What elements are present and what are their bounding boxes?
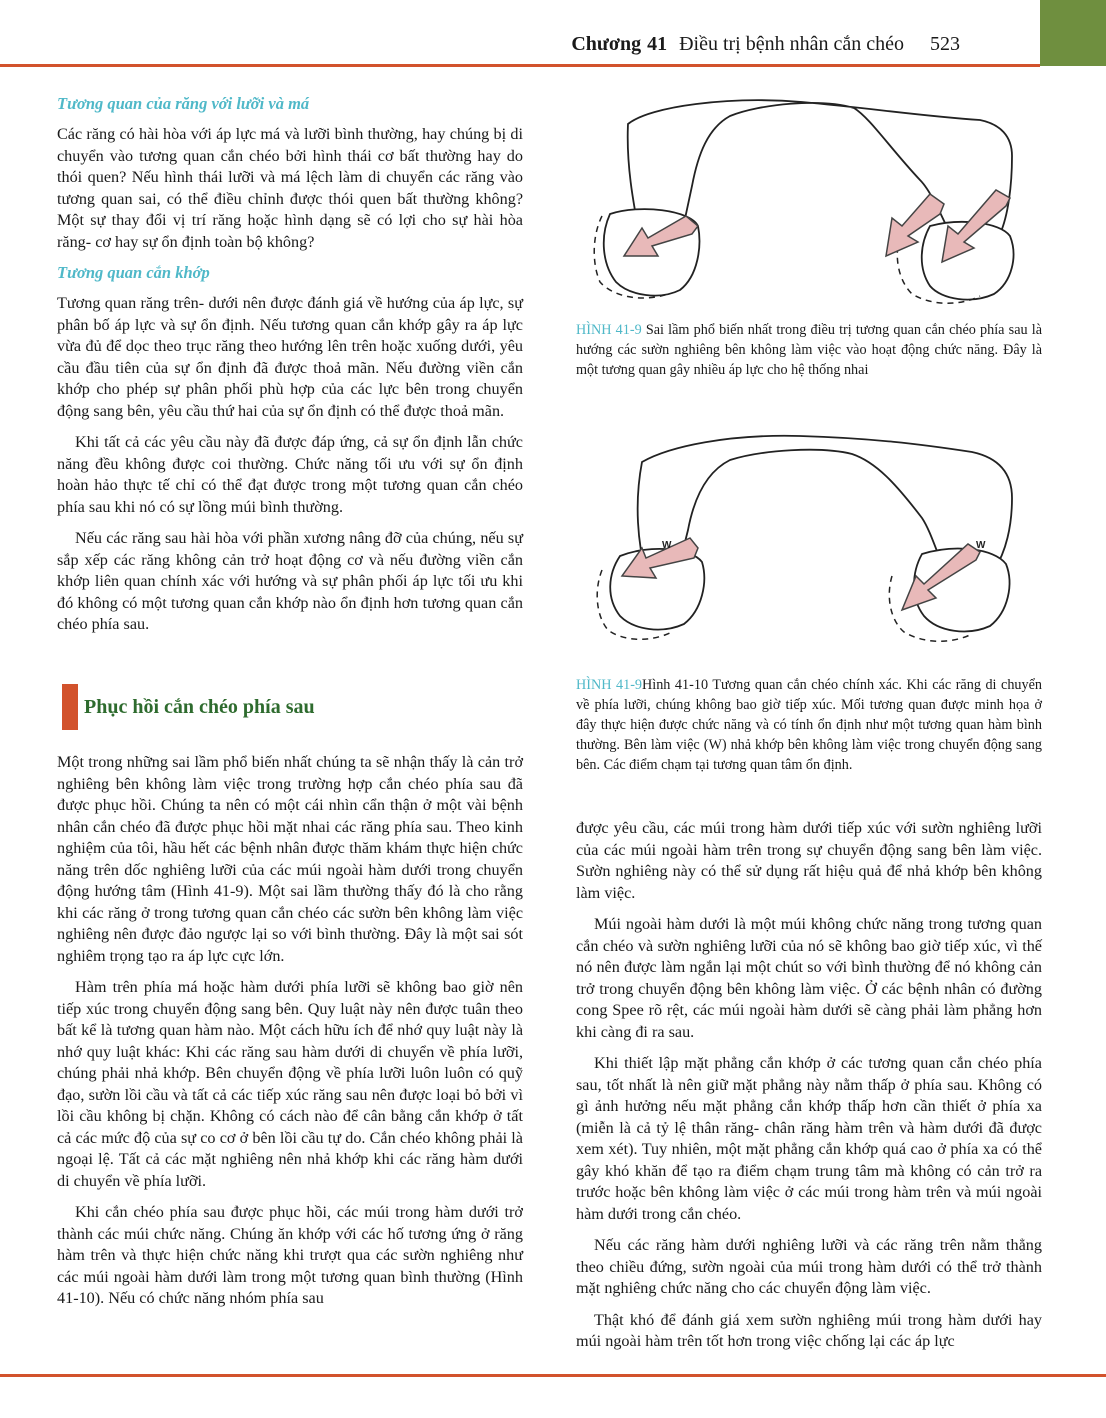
right-column xyxy=(576,818,1042,1363)
subheading-tongue-cheek: Tương quan của răng với lưỡi và má xyxy=(57,94,310,113)
paragraph: Nếu các răng hàm dưới nghiêng lưỡi và các răng trên nằm thẳng theo chiều đứng, sườn ngoài của múi trong hàm dưới có thể trở thành mặt nghiêng chức năng cho các chuyển động làm việc. xyxy=(576,1236,1042,1297)
caption-text: Hình 41-10 Tương quan cắn chéo chính xác. Khi các răng di chuyển về phía lưỡi, chúng không bao giờ tiếp xúc. Mối tương quan được minh họa ở đây thực hiện được chức năng và có tính ổn định như một tương quan hàm bình thường. Bên làm việc (W) nhả khớp bên không làm việc trong chuyển động sang bên. Các điểm chạm tại tương quan tâm ổn định. xyxy=(576,677,1043,773)
section-marker xyxy=(62,684,78,730)
paragraph: Khi tất cả các yêu cầu này đã được đáp ứng, cả sự ổn định lẫn chức năng đều không được coi thường. Chức năng tối ưu với sự ổn định hoàn hảo thực tế chỉ có thể đạt được trong một tương quan cắn chéo phía sau khi nó có sự lồng múi bình thường. xyxy=(57,433,523,516)
paragraph: Khi cắn chéo phía sau được phục hồi, các múi trong hàm dưới trở thành các múi chức năng. Chúng ăn khớp với các hố tương ứng ở răng hàm trên và thực hiện chức năng khi trượt qua các sườn nghiêng như các múi ngoài hàm dưới làm trong một tương quan bình thường (Hình 41-10). Nếu có chức năng nhóm phía sau xyxy=(57,1203,523,1307)
working-side-label-left: W xyxy=(662,540,672,551)
chapter-number: 41 xyxy=(647,33,668,55)
running-head xyxy=(571,33,960,56)
paragraph: Tương quan răng trên- dưới nên được đánh giá về hướng của áp lực, sự phân bố áp lực và sự ổn định. Nếu tương quan cắn khớp gây ra áp lực vừa đủ để dọc theo trục răng theo hướng lên trên hoặc xuống dưới, yêu cầu đầu tiên của sự ổn định đã được thoả mãn. Nếu đường viền cắn khớp cho phép sự phân phối phù hợp của các lực bên trong chuyển động sang bên, yêu cầu thứ hai của sự ổn định có thể được thoả mãn. xyxy=(57,294,523,420)
chapter-title: Điều trị bệnh nhân cắn chéo xyxy=(679,33,904,55)
header-rule xyxy=(0,64,1040,67)
left-column-lower xyxy=(57,752,523,1320)
paragraph: Các răng có hài hòa với áp lực má và lưỡi bình thường, hay chúng bị di chuyển vào tương quan cắn chéo bởi hình thái cơ bất thường hay do thói quen? Nếu hình thái lưỡi và má lệch làm di chuyển các răng vào tương quan sai, có thể điều chỉnh được thói quen bất thường không? Một sự thay đổi vị trí răng hoặc hình dạng sẽ có lợi cho sự hài hòa răng- cơ hay sự ổn định toàn bộ không? xyxy=(57,125,523,251)
figure-41-9-illustration xyxy=(580,86,1040,312)
paragraph: Một trong những sai lầm phổ biến nhất chúng ta sẽ nhận thấy là cản trở nghiêng bên không làm việc trong trường hợp cắn chéo phía sau đã được phục hồi. Chúng ta nên có một cái nhìn cẩn thận ở một vài bệnh nhân cắn chéo đã được phục hồi mặt nhai các răng phía sau. Theo kinh nghiệm của tôi, hầu hết các bệnh nhân được thăm khám thực hiện chức năng trên dốc nghiêng lưỡi của các múi ngoài hàm dưới trong chuyển động hướng tâm (Hình 41-9). Một sai lầm thường thấy đó là cho rằng khi các răng ở trong tương quan cắn chéo các sườn bên không làm việc nghiêng nên được đảo ngược lại so với bình thường. Đây là một sai sót nghiêm trọng tạo ra áp lực cực lớn. xyxy=(57,753,523,965)
caption-text: Sai lầm phổ biến nhất trong điều trị tương quan cắn chéo phía sau là hướng các sườn nghiêng bên không làm việc vào hoạt động chức năng. Đây là một tương quan gây nhiều áp lực cho hệ thống nhai xyxy=(576,322,1043,378)
footer-rule xyxy=(0,1374,1106,1377)
paragraph: Múi ngoài hàm dưới là một múi không chức năng trong tương quan cắn chéo và sườn nghiêng lưỡi của nó sẽ không bao giờ tiếp xúc, vì thế nó nên được làm ngắn lại một chút so với bình thường để nó không cản trở trong chuyển động bên không làm việc. Ở các bệnh nhân có đường cong Spee rõ rệt, các múi ngoài hàm dưới sẽ càng phải làm phẳng hơn khi càng đi ra sau. xyxy=(576,915,1042,1041)
figure-label: HÌNH 41-9 xyxy=(576,677,643,693)
subheading-occlusion: Tương quan cắn khớp xyxy=(57,263,210,282)
working-side-label-right: W xyxy=(976,540,986,551)
left-column xyxy=(57,94,523,646)
section-heading xyxy=(62,684,315,730)
paragraph: Thật khó để đánh giá xem sườn nghiêng múi trong hàm dưới hay múi ngoài hàm trên tốt hơn trong việc chống lại các áp lực xyxy=(576,1310,1042,1350)
section-title: Phục hồi cắn chéo phía sau xyxy=(84,695,315,718)
paragraph: Nếu các răng sau hài hòa với phần xương nâng đỡ của chúng, nếu sự sắp xếp các răng không cản trở hoạt động cơ và nếu đường viền cắn khớp liên quan chính xác với hướng và sự phân phối áp lực tối ưu khi đó không có một tương quan cắn khớp nào ổn định hơn tương quan cắn chéo phía sau. xyxy=(57,529,523,633)
chapter-color-tab xyxy=(1040,0,1106,66)
figure-41-9-caption xyxy=(576,320,1042,380)
figure-41-10-illustration xyxy=(580,420,1040,650)
figure-label: HÌNH 41-9 xyxy=(576,322,642,338)
paragraph: Khi thiết lập mặt phẳng cắn khớp ở các tương quan cắn chéo phía sau, tốt nhất là nên giữ mặt phẳng này nằm thấp ở phía sau. Không có gì ảnh hưởng nếu mặt phẳng cắn khớp thấp hơn cần thiết ở phía xa (miễn là cả tỷ lệ thân răng- chân răng hàm trên và hàm dưới đã được xem xét). Tuy nhiên, một mặt phẳng cắn khớp quá cao ở phía xa có thể gây khó khăn để tạo ra điểm chạm trung tâm mà không có cản trở ra trước hoặc bên không làm việc ở các múi trong hàm trên và múi ngoài hàm dưới trong cắn chéo. xyxy=(576,1054,1042,1223)
paragraph: Hàm trên phía má hoặc hàm dưới phía lưỡi sẽ không bao giờ nên tiếp xúc trong chuyển động sang bên. Quy luật này nên được tuân theo bất kể là tương quan hàm nào. Một cách hữu ích để nhớ quy luật này là nhớ quy luật khác: Khi các răng sau hàm dưới di chuyển về phía lưỡi, chúng phải nhả khớp. Bên chuyển động về phía lưỡi luôn luôn có quỹ đạo, sườn lồi cầu và tất cả các tiếp xúc răng sau nên được loại bỏ bởi vì lồi cầu không bị chặn. Không có cách nào để cân bằng cắn khớp ở tất cả các mức độ của sự co cơ ở bên lồi cầu tự do. Cắn chéo không phải là ngoại lệ. Tất cả các mặt nghiêng nên nhả khớp khi các răng hàm dưới di chuyển về phía lưỡi. xyxy=(57,978,523,1190)
paragraph: được yêu cầu, các múi trong hàm dưới tiếp xúc với sườn nghiêng lưỡi của các múi ngoài hàm trên trong sự chuyển động sang bên làm việc. Sườn nghiêng này có thể sử dụng rất hiệu quả để nhả khớp bên không làm việc. xyxy=(576,819,1042,902)
page-number: 523 xyxy=(930,33,960,55)
page-header xyxy=(0,0,1040,68)
chapter-word: Chương xyxy=(571,33,642,55)
figure-41-10-caption xyxy=(576,675,1042,775)
